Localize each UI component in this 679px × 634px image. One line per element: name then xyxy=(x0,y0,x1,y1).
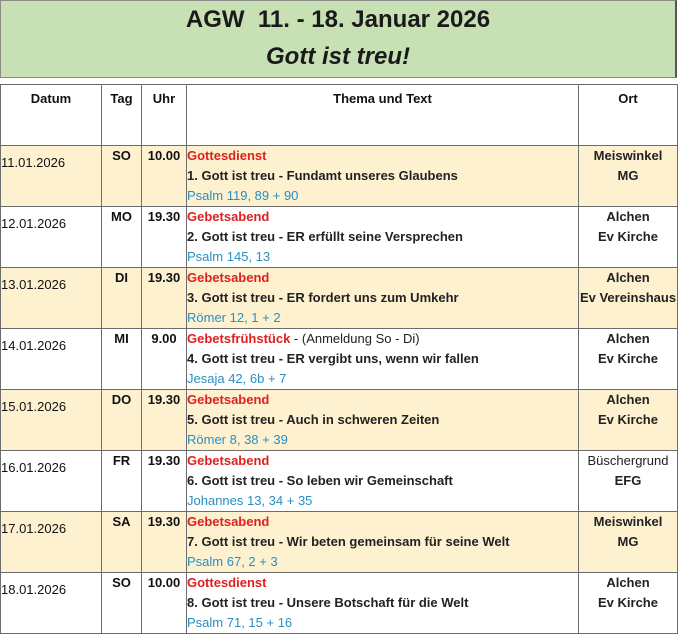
table-row xyxy=(1,207,678,268)
event-type: Gottesdienst xyxy=(187,148,267,163)
time-text: 19.30 xyxy=(147,453,181,468)
event-type: Gebetsabend xyxy=(187,392,270,407)
cell-time xyxy=(142,573,187,634)
bible-verse: Psalm 71, 15 + 16 xyxy=(187,615,293,630)
table-row xyxy=(1,268,678,329)
bible-verse: Römer 12, 1 + 2 xyxy=(187,310,281,325)
location-line-2: EFG xyxy=(614,473,642,488)
location-line-2: Ev Kirche xyxy=(598,412,658,427)
topic-text: 5. Gott ist treu - Auch in schweren Zeiten xyxy=(187,412,440,427)
location-line-1: Alchen xyxy=(606,270,650,285)
schedule-table xyxy=(0,84,678,634)
location-line-1: Meiswinkel xyxy=(593,514,663,529)
cell-date xyxy=(1,390,102,451)
cell-time xyxy=(142,329,187,390)
cell-location xyxy=(579,573,678,634)
cell-location xyxy=(579,329,678,390)
time-text: 19.30 xyxy=(147,209,181,224)
column-header-datum: Datum xyxy=(1,85,102,146)
column-header-ort: Ort xyxy=(579,85,678,146)
location-line-1: Alchen xyxy=(606,575,650,590)
cell-time xyxy=(142,268,187,329)
cell-date xyxy=(1,451,102,512)
bible-verse: Psalm 119, 89 + 90 xyxy=(187,188,299,203)
date-text: 14.01.2026 xyxy=(1,338,67,353)
bible-verse: Jesaja 42, 6b + 7 xyxy=(187,371,287,386)
day-text: MO xyxy=(111,209,132,224)
bible-verse: Johannes 13, 34 + 35 xyxy=(187,493,313,508)
cell-topic xyxy=(187,390,579,451)
day-text: DO xyxy=(111,392,132,407)
cell-day xyxy=(102,146,142,207)
cell-day xyxy=(102,451,142,512)
topic-text: 2. Gott ist treu - ER erfüllt seine Versprechen xyxy=(187,229,463,244)
topic-text: 1. Gott ist treu - Fundamt unseres Glaubens xyxy=(187,168,458,183)
column-header-uhr: Uhr xyxy=(142,85,187,146)
bible-verse: Psalm 145, 13 xyxy=(187,249,271,264)
cell-day xyxy=(102,268,142,329)
cell-day xyxy=(102,390,142,451)
cell-location xyxy=(579,451,678,512)
day-text: SO xyxy=(112,575,131,590)
cell-location xyxy=(579,268,678,329)
table-row xyxy=(1,146,678,207)
table-row xyxy=(1,329,678,390)
location-line-2: Ev Vereinshaus xyxy=(579,290,677,305)
day-text: DI xyxy=(115,270,128,285)
cell-day xyxy=(102,329,142,390)
date-text: 13.01.2026 xyxy=(1,277,67,292)
cell-time xyxy=(142,451,187,512)
topic-text: 4. Gott ist treu - ER vergibt uns, wenn wir fallen xyxy=(187,351,479,366)
date-text: 18.01.2026 xyxy=(1,582,67,597)
bible-verse: Römer 8, 38 + 39 xyxy=(187,432,288,447)
time-text: 19.30 xyxy=(147,270,181,285)
time-text: 9.00 xyxy=(151,331,177,346)
cell-topic xyxy=(187,512,579,573)
topic-text: 8. Gott ist treu - Unsere Botschaft für die Welt xyxy=(187,595,469,610)
cell-topic xyxy=(187,207,579,268)
cell-day xyxy=(102,207,142,268)
cell-topic xyxy=(187,268,579,329)
date-text: 16.01.2026 xyxy=(1,460,67,475)
time-text: 19.30 xyxy=(147,392,181,407)
column-header-tag: Tag xyxy=(102,85,142,146)
date-text: 17.01.2026 xyxy=(1,521,67,536)
page-title: AGW 11. - 18. Januar 2026 xyxy=(185,6,491,33)
bible-verse: Psalm 67, 2 + 3 xyxy=(187,554,278,569)
cell-topic xyxy=(187,451,579,512)
time-text: 19.30 xyxy=(147,514,181,529)
cell-date xyxy=(1,268,102,329)
table-row xyxy=(1,390,678,451)
location-line-2: Ev Kirche xyxy=(598,595,658,610)
cell-time xyxy=(142,512,187,573)
cell-date xyxy=(1,512,102,573)
location-line-2: MG xyxy=(617,534,639,549)
day-text: FR xyxy=(112,453,131,468)
location-line-2: MG xyxy=(617,168,639,183)
location-line-1: Büschergrund xyxy=(587,453,669,468)
event-type: Gottesdienst xyxy=(187,575,267,590)
event-type: Gebetsabend xyxy=(187,453,270,468)
table-header-row xyxy=(1,85,678,146)
time-text: 10.00 xyxy=(147,148,181,163)
cell-location xyxy=(579,207,678,268)
cell-topic xyxy=(187,329,579,390)
day-text: SA xyxy=(112,514,131,529)
event-type: Gebetsfrühstück xyxy=(187,331,291,346)
table-row xyxy=(1,451,678,512)
column-header-thema: Thema und Text xyxy=(187,85,579,146)
topic-text: 7. Gott ist treu - Wir beten gemeinsam für seine Welt xyxy=(187,534,510,549)
event-type: Gebetsabend xyxy=(187,209,270,224)
cell-date xyxy=(1,207,102,268)
date-text: 15.01.2026 xyxy=(1,399,67,414)
cell-location xyxy=(579,146,678,207)
location-line-2: Ev Kirche xyxy=(598,351,658,366)
topic-text: 6. Gott ist treu - So leben wir Gemeinschaft xyxy=(187,473,453,488)
cell-topic xyxy=(187,573,579,634)
day-text: MI xyxy=(114,331,129,346)
cell-time xyxy=(142,207,187,268)
schedule-header xyxy=(0,0,677,78)
cell-time xyxy=(142,390,187,451)
cell-date xyxy=(1,146,102,207)
time-text: 10.00 xyxy=(147,575,181,590)
table-row xyxy=(1,512,678,573)
event-type: Gebetsabend xyxy=(187,514,270,529)
cell-date xyxy=(1,329,102,390)
cell-location xyxy=(579,512,678,573)
cell-date xyxy=(1,573,102,634)
cell-day xyxy=(102,573,142,634)
location-line-1: Alchen xyxy=(606,209,650,224)
topic-text: 3. Gott ist treu - ER fordert uns zum Umkehr xyxy=(187,290,459,305)
location-line-2: Ev Kirche xyxy=(598,229,658,244)
location-line-1: Meiswinkel xyxy=(593,148,663,163)
cell-time xyxy=(142,146,187,207)
date-text: 11.01.2026 xyxy=(1,155,66,170)
table-row xyxy=(1,573,678,634)
location-line-1: Alchen xyxy=(606,392,650,407)
event-note: - (Anmeldung So - Di) xyxy=(290,331,420,346)
cell-location xyxy=(579,390,678,451)
page-subtitle: Gott ist treu! xyxy=(266,43,410,70)
date-text: 12.01.2026 xyxy=(1,216,67,231)
location-line-1: Alchen xyxy=(606,331,650,346)
event-type: Gebetsabend xyxy=(187,270,270,285)
cell-topic xyxy=(187,146,579,207)
day-text: SO xyxy=(112,148,131,163)
cell-day xyxy=(102,512,142,573)
